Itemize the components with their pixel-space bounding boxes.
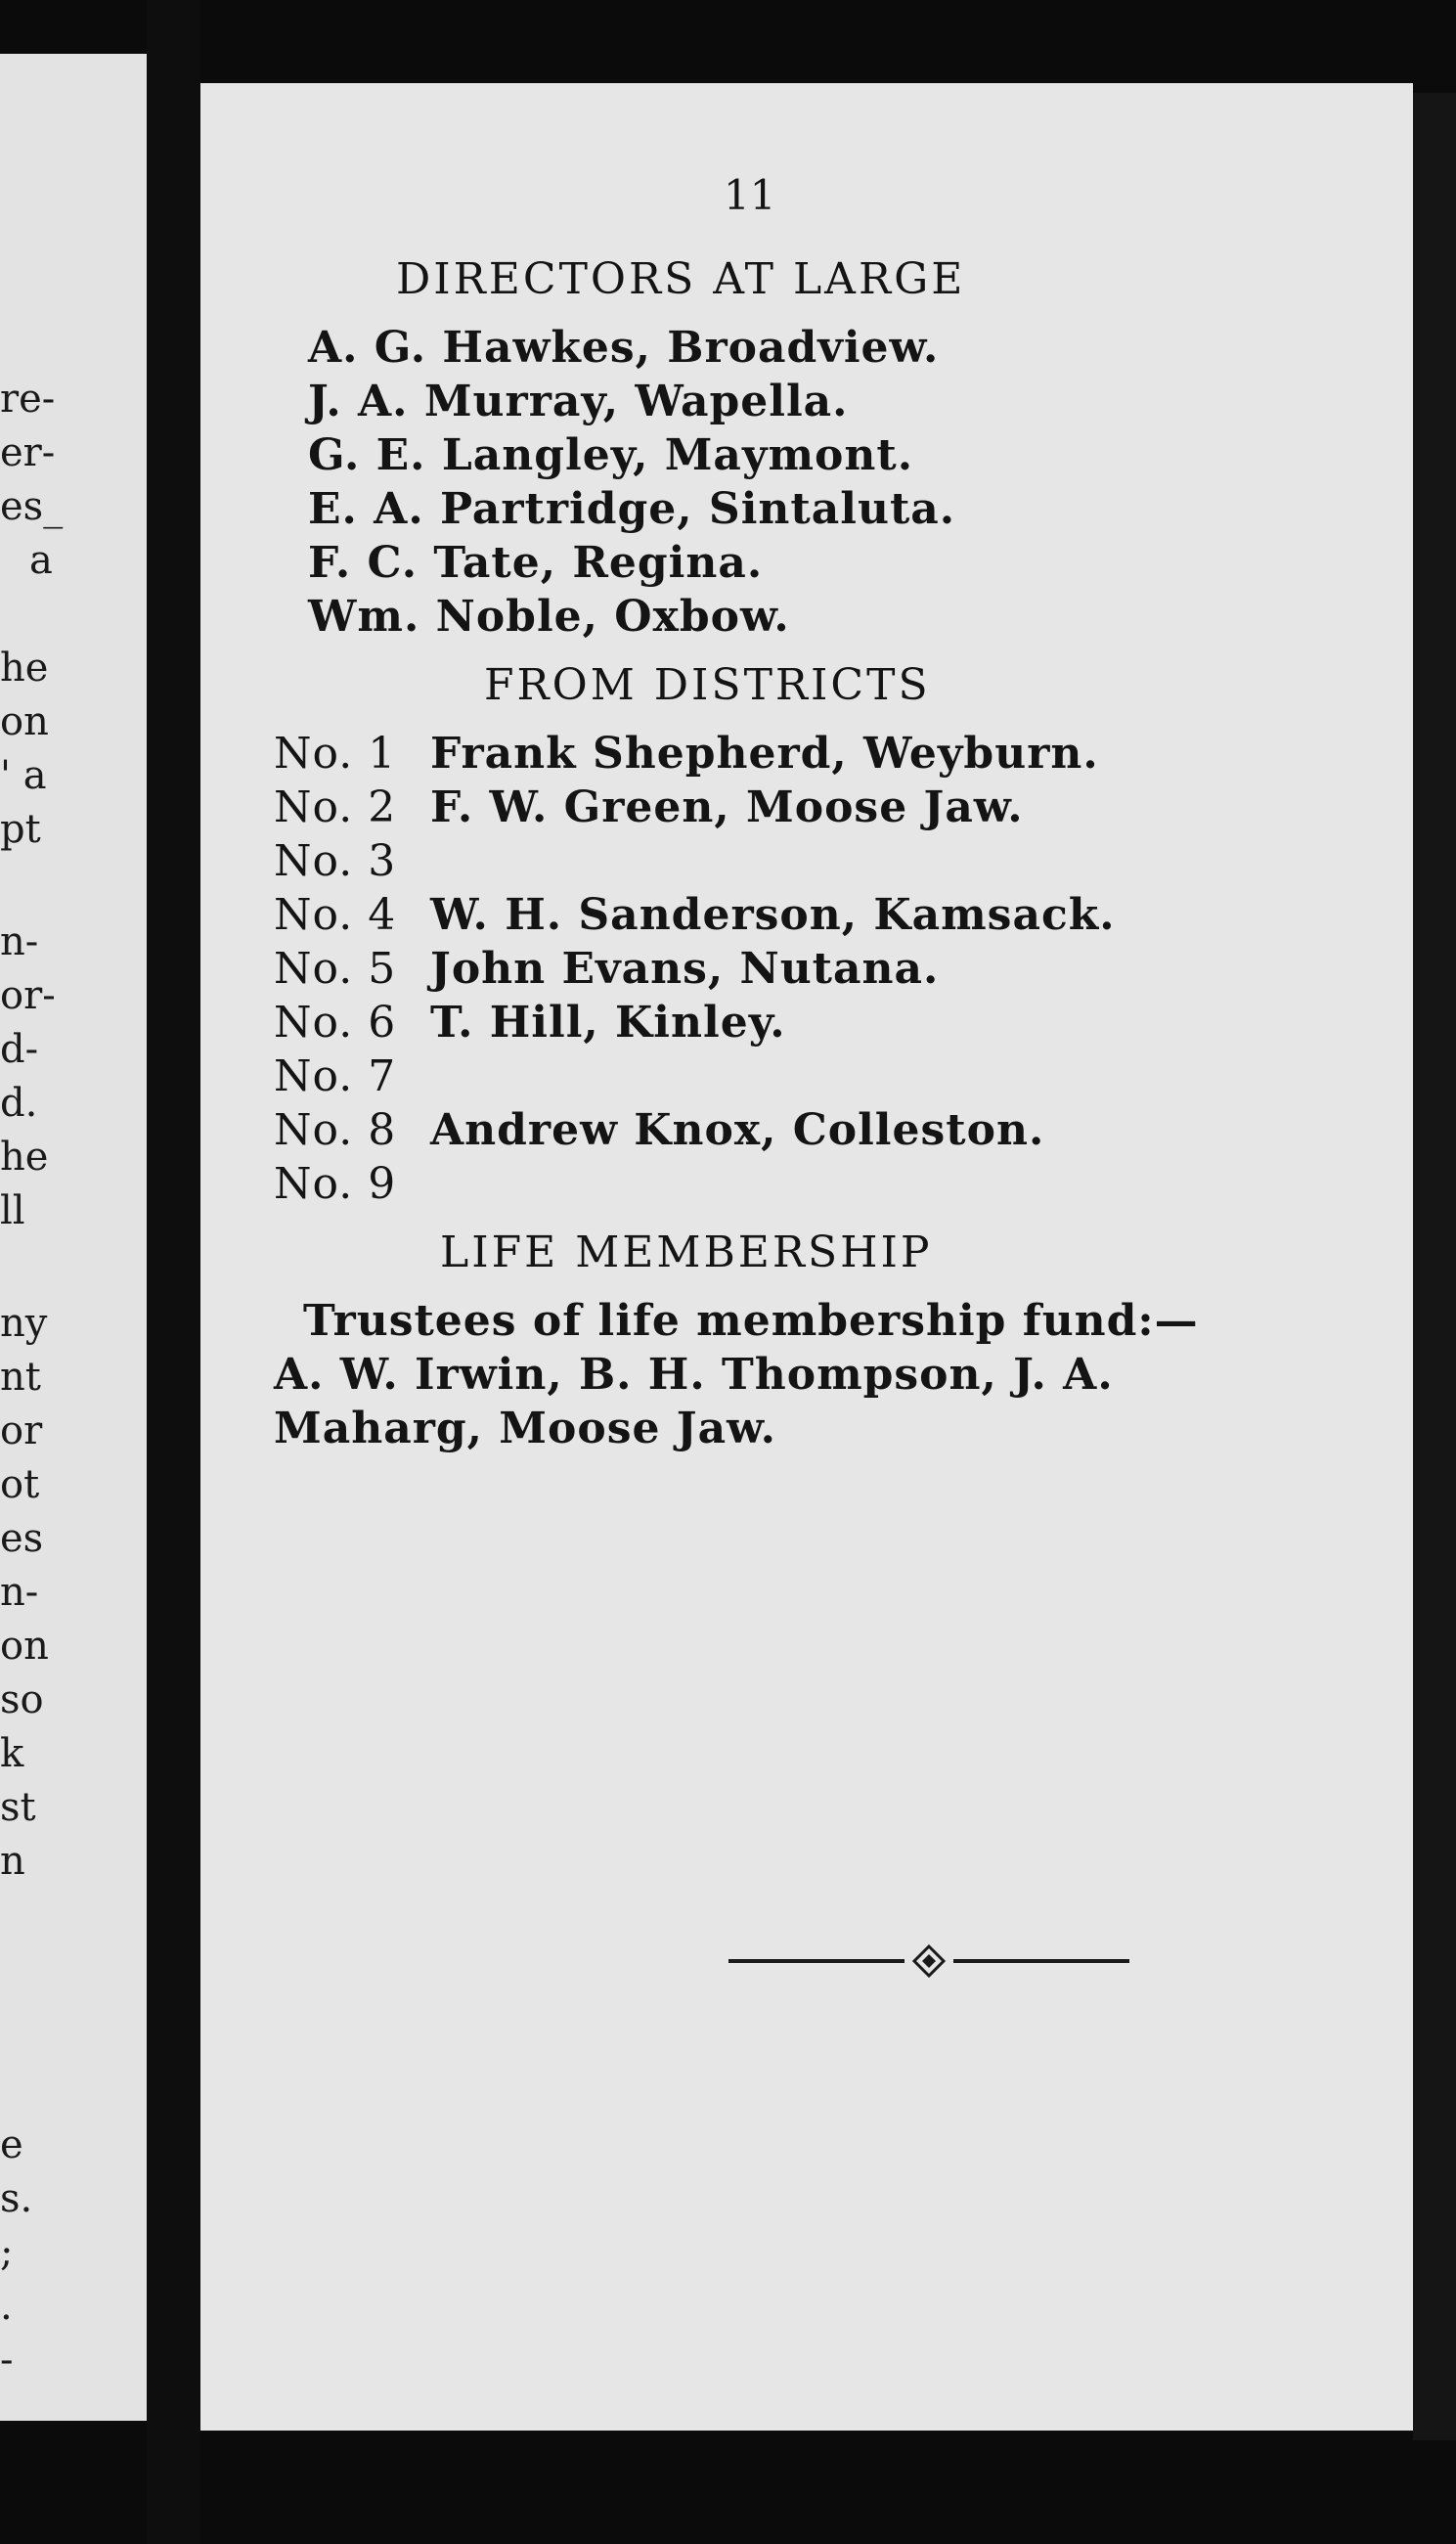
book-edge (1413, 93, 1456, 2440)
left-text-fragment: er- (0, 430, 56, 475)
director-entry: E. A. Partridge, Sintaluta. (308, 484, 956, 534)
left-text-fragment: s. (0, 2176, 33, 2221)
left-text-fragment: ot (0, 1462, 40, 1507)
district-number: No. 9 (274, 1159, 397, 1209)
left-text-fragment: nt (0, 1355, 41, 1400)
district-delegate: T. Hill, Kinley. (430, 998, 786, 1048)
district-number: No. 1 (274, 729, 397, 779)
book-gutter (147, 0, 200, 2544)
district-number: No. 2 (274, 782, 397, 832)
district-number: No. 6 (274, 998, 397, 1048)
left-text-fragment: n- (0, 919, 39, 964)
left-text-fragment: or (0, 1408, 43, 1453)
district-delegate: Andrew Knox, Colleston. (430, 1105, 1045, 1155)
left-text-fragment: n- (0, 1570, 39, 1615)
left-text-fragment: st (0, 1785, 36, 1830)
left-text-fragment: - (0, 2338, 14, 2383)
left-text-fragment: k (0, 1731, 24, 1776)
life-membership-line: A. W. Irwin, B. H. Thompson, J. A. (274, 1350, 1114, 1400)
left-text-fragment: ll (0, 1188, 25, 1233)
left-text-fragment: pt (0, 807, 41, 852)
district-number: No. 4 (274, 890, 397, 940)
life-membership-line: Trustees of life membership fund:— (303, 1296, 1199, 1346)
districts-heading: FROM DISTRICTS (484, 660, 931, 710)
left-text-fragment: . (0, 2284, 13, 2329)
left-text-fragment: or- (0, 973, 56, 1018)
ornamental-rule (728, 1941, 1129, 1981)
district-delegate: John Evans, Nutana. (430, 944, 940, 994)
district-number: No. 8 (274, 1105, 397, 1155)
director-entry: Wm. Noble, Oxbow. (308, 592, 790, 642)
life-membership-heading: LIFE MEMBERSHIP (440, 1227, 933, 1277)
director-entry: F. C. Tate, Regina. (308, 538, 764, 588)
left-text-fragment: on (0, 699, 49, 744)
district-delegate: F. W. Green, Moose Jaw. (430, 782, 1024, 832)
right-page (200, 83, 1413, 2431)
left-text-fragment: e (0, 2122, 23, 2167)
district-number: No. 3 (274, 836, 397, 886)
left-text-fragment: ' a (0, 753, 47, 798)
left-text-fragment: ny (0, 1301, 48, 1346)
district-number: No. 7 (274, 1051, 397, 1101)
left-text-fragment: ; (0, 2230, 14, 2275)
left-text-fragment: re- (0, 377, 56, 422)
district-delegate: W. H. Sanderson, Kamsack. (430, 890, 1116, 940)
director-entry: J. A. Murray, Wapella. (308, 377, 849, 426)
page-number: 11 (724, 171, 776, 219)
director-entry: G. E. Langley, Maymont. (308, 430, 914, 480)
left-page-fragment (0, 54, 147, 2421)
left-text-fragment: so (0, 1677, 44, 1722)
left-text-fragment: a (29, 538, 53, 583)
left-text-fragment: n (0, 1839, 25, 1884)
left-text-fragment: d. (0, 1081, 38, 1126)
left-text-fragment: on (0, 1624, 49, 1669)
left-text-fragment: d- (0, 1027, 39, 1072)
life-membership-line: Maharg, Moose Jaw. (274, 1404, 776, 1453)
left-text-fragment: he (0, 646, 49, 691)
left-text-fragment: es (0, 1516, 44, 1561)
director-entry: A. G. Hawkes, Broadview. (308, 323, 940, 373)
district-delegate: Frank Shepherd, Weyburn. (430, 729, 1099, 779)
directors-heading: DIRECTORS AT LARGE (396, 254, 966, 304)
left-text-fragment: es_ (0, 484, 64, 529)
left-text-fragment: he (0, 1135, 49, 1180)
district-number: No. 5 (274, 944, 397, 994)
